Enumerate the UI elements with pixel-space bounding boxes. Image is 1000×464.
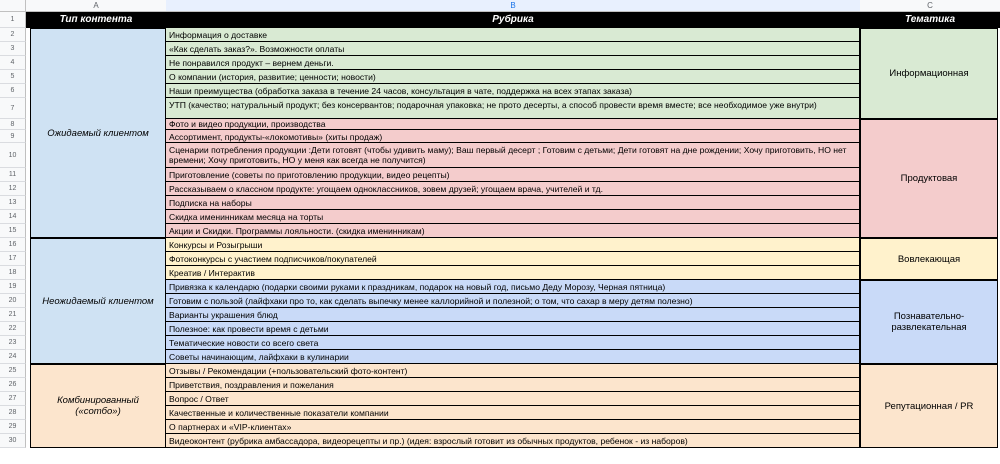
row-header-2[interactable]: 2 [0, 28, 26, 42]
rubric-cell[interactable]: Фото и видео продукции, производства [166, 119, 860, 130]
select-all-corner[interactable] [0, 0, 26, 12]
rubric-cell[interactable]: Скидка именинникам месяца на торты [166, 210, 860, 224]
row-header-11[interactable]: 11 [0, 168, 26, 182]
row-header-26[interactable]: 26 [0, 378, 26, 392]
row-header-10[interactable]: 10 [0, 143, 26, 168]
theme-informational[interactable]: Информационная [860, 28, 998, 119]
row-header-6[interactable]: 6 [0, 84, 26, 98]
row-header-27[interactable]: 27 [0, 392, 26, 406]
column-header-c[interactable]: C [860, 0, 1000, 12]
row-header-25[interactable]: 25 [0, 364, 26, 378]
rubric-cell[interactable]: Тематические новости со всего света [166, 336, 860, 350]
row-header-1[interactable]: 1 [0, 12, 26, 28]
row-header-20[interactable]: 20 [0, 294, 26, 308]
theme-educational-entertaining[interactable]: Познавательно-развлекательная [860, 280, 998, 364]
rubric-cell[interactable]: Варианты украшения блюд [166, 308, 860, 322]
row-header-13[interactable]: 13 [0, 196, 26, 210]
row-header-14[interactable]: 14 [0, 210, 26, 224]
row-header-7[interactable]: 7 [0, 98, 26, 119]
rubric-cell[interactable]: УТП (качество; натуральный продукт; без консервантов; подарочная упаковка; не прото десерты, а способ провести время вместе; все необходимое уже внутри) [166, 98, 860, 119]
rubric-cell[interactable]: Подписка на наборы [166, 196, 860, 210]
rubric-cell[interactable]: Готовим с пользой (лайфхаки про то, как сделать выпечку менее каллорийной и полезной; о том, что сахар в меру детям полезно) [166, 294, 860, 308]
rubric-cell[interactable]: Привязка к календарю (подарки своими руками к праздникам, подарок на новый год, письмо Деду Морозу, Черная пятница) [166, 280, 860, 294]
row-header-17[interactable]: 17 [0, 252, 26, 266]
rubric-cell[interactable]: Не понравился продукт – вернем деньги. [166, 56, 860, 70]
rubric-cell[interactable]: Полезное: как провести время с детьми [166, 322, 860, 336]
rubric-cell[interactable]: Вопрос / Ответ [166, 392, 860, 406]
rubric-cell[interactable]: Ассортимент, продукты-«локомотивы» (хиты продаж) [166, 130, 860, 143]
row-header-12[interactable]: 12 [0, 182, 26, 196]
row-header-5[interactable]: 5 [0, 70, 26, 84]
column-header-a[interactable]: A [26, 0, 166, 12]
row-header-22[interactable]: 22 [0, 322, 26, 336]
rubric-cell[interactable]: «Как сделать заказ?». Возможности оплаты [166, 42, 860, 56]
header-theme[interactable]: Тематика [860, 12, 1000, 28]
row-header-30[interactable]: 30 [0, 434, 26, 448]
rubric-cell[interactable]: Качественные и количественные показатели компании [166, 406, 860, 420]
row-header-8[interactable]: 8 [0, 119, 26, 130]
rubric-cell[interactable]: Конкурсы и Розыгрыши [166, 238, 860, 252]
rubric-cell[interactable]: Информация о доставке [166, 28, 860, 42]
rubric-cell[interactable]: Приготовление (советы по приготовлению продукции, видео рецепты) [166, 168, 860, 182]
row-header-18[interactable]: 18 [0, 266, 26, 280]
content-type-combined[interactable]: Комбинированный («сотбо») [30, 364, 166, 448]
rubric-cell[interactable]: Советы начинающим, лайфхаки в кулинарии [166, 350, 860, 364]
rubric-cell[interactable]: Наши преимущества (обработка заказа в течение 24 часов, консультация в чате, поддержка на всех этапах заказа) [166, 84, 860, 98]
rubric-cell[interactable]: О партнерах и «VIP-клиентах» [166, 420, 860, 434]
content-type-expected[interactable]: Ожидаемый клиентом [30, 28, 166, 238]
rubric-cell[interactable]: Рассказываем о классном продукте: угощаем одноклассников, зовем друзей; угощаем врача, учителей и тд. [166, 182, 860, 196]
row-header-23[interactable]: 23 [0, 336, 26, 350]
row-header-3[interactable]: 3 [0, 42, 26, 56]
column-header-b[interactable]: B [166, 0, 860, 12]
theme-reputation-pr[interactable]: Репутационная / PR [860, 364, 998, 448]
rubric-cell[interactable]: Креатив / Интерактив [166, 266, 860, 280]
rubric-cell[interactable]: Видеоконтент (рубрика амбассадора, видеорецепты и пр.) (идея: взрослый готовит из обычных продуктов, ребенок - из наборов) [166, 434, 860, 448]
row-header-4[interactable]: 4 [0, 56, 26, 70]
row-header-21[interactable]: 21 [0, 308, 26, 322]
theme-product[interactable]: Продуктовая [860, 119, 998, 238]
rubric-cell[interactable]: Фотоконкурсы с участием подписчиков/покупателей [166, 252, 860, 266]
row-header-29[interactable]: 29 [0, 420, 26, 434]
rubric-cell[interactable]: Акции и Скидки. Программы лояльности. (скидка именинникам) [166, 224, 860, 238]
row-header-9[interactable]: 9 [0, 130, 26, 143]
rubric-cell[interactable]: Сценарии потребления продукции :Дети готовят (чтобы удивить маму); Ваш первый десерт ; Готовим с детьми; Дети готовят на дне рождении; Хочу приготовить, НО нет времени; Хочу приготовить, НО у меня как всегда не получится) [166, 143, 860, 168]
row-header-19[interactable]: 19 [0, 280, 26, 294]
header-content-type[interactable]: Тип контента [26, 12, 166, 28]
rubric-cell[interactable]: Отзывы / Рекомендации (+пользовательский фото-контент) [166, 364, 860, 378]
row-header-16[interactable]: 16 [0, 238, 26, 252]
row-header-28[interactable]: 28 [0, 406, 26, 420]
row-header-15[interactable]: 15 [0, 224, 26, 238]
content-type-unexpected[interactable]: Неожидаемый клиентом [30, 238, 166, 364]
rubric-cell[interactable]: Приветствия, поздравления и пожелания [166, 378, 860, 392]
header-rubric[interactable]: Рубрика [166, 12, 860, 28]
rubric-cell[interactable]: О компании (история, развитие; ценности; новости) [166, 70, 860, 84]
theme-engaging[interactable]: Вовлекающая [860, 238, 998, 280]
row-header-24[interactable]: 24 [0, 350, 26, 364]
